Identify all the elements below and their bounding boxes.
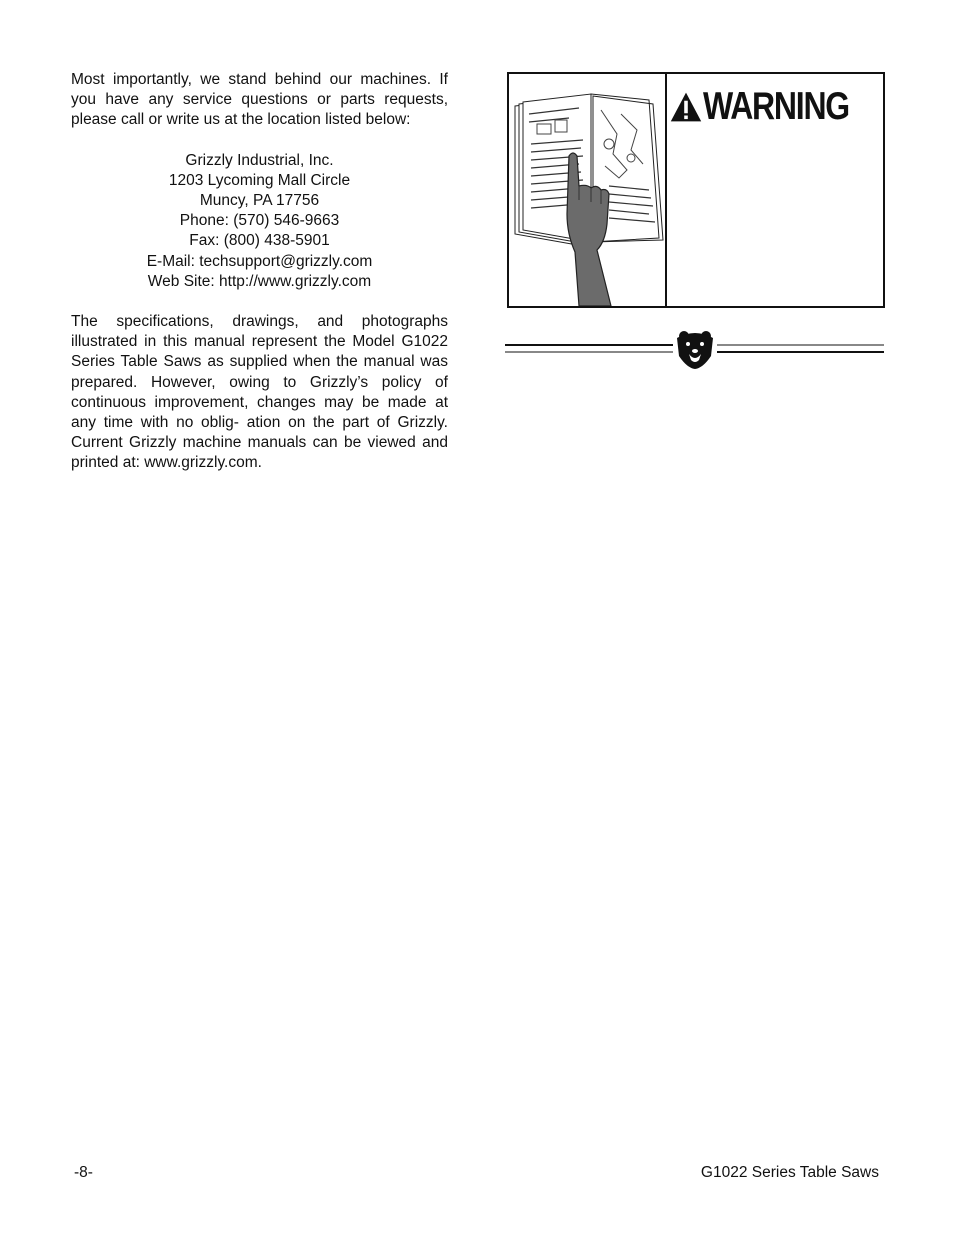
fax-number: Fax: (800) 438-5901 xyxy=(189,232,330,250)
phone-number: Phone: (570) 546-9663 xyxy=(179,212,340,230)
contact-address xyxy=(71,151,448,292)
page-number: -8- xyxy=(74,1164,93,1181)
company-name: Grizzly Industrial, Inc. xyxy=(185,151,334,169)
street-address: 1203 Lycoming Mall Circle xyxy=(168,171,351,189)
grizzly-bear-logo-icon xyxy=(677,331,713,369)
left-column xyxy=(71,70,448,474)
section-divider xyxy=(505,330,884,370)
warning-title: WARNING xyxy=(703,85,849,128)
grizzly-bear-divider xyxy=(505,330,884,370)
email-address: E-Mail: techsupport@grizzly.com xyxy=(146,252,373,270)
warning-header xyxy=(669,86,881,128)
intro-paragraph: Most importantly, we stand behind our machines. If you have any service questions or parts requests, please call or write us at the location listed below: xyxy=(71,71,448,129)
manual-reading-illustration xyxy=(509,74,667,306)
specs-paragraph: The specifications, drawings, and photographs illustrated in this manual represent the Model G1022 Series Table Saws as supplied when the manual was prepared. However, owing to Grizzly’s policy of continuous improvement, changes may be made at any time with no oblig- ation on the part of Grizzly. Current Grizzly machine manuals can be viewed and printed at: www.grizzly.com. xyxy=(71,313,448,472)
manual-title: G1022 Series Table Saws xyxy=(700,1164,879,1181)
open-manual-with-hand-icon xyxy=(509,74,665,306)
city-state-zip: Muncy, PA 17756 xyxy=(199,192,320,210)
warning-box xyxy=(507,72,885,308)
exclamation-triangle-icon xyxy=(669,89,703,125)
website-address: Web Site: http://www.grizzly.com xyxy=(147,272,372,290)
